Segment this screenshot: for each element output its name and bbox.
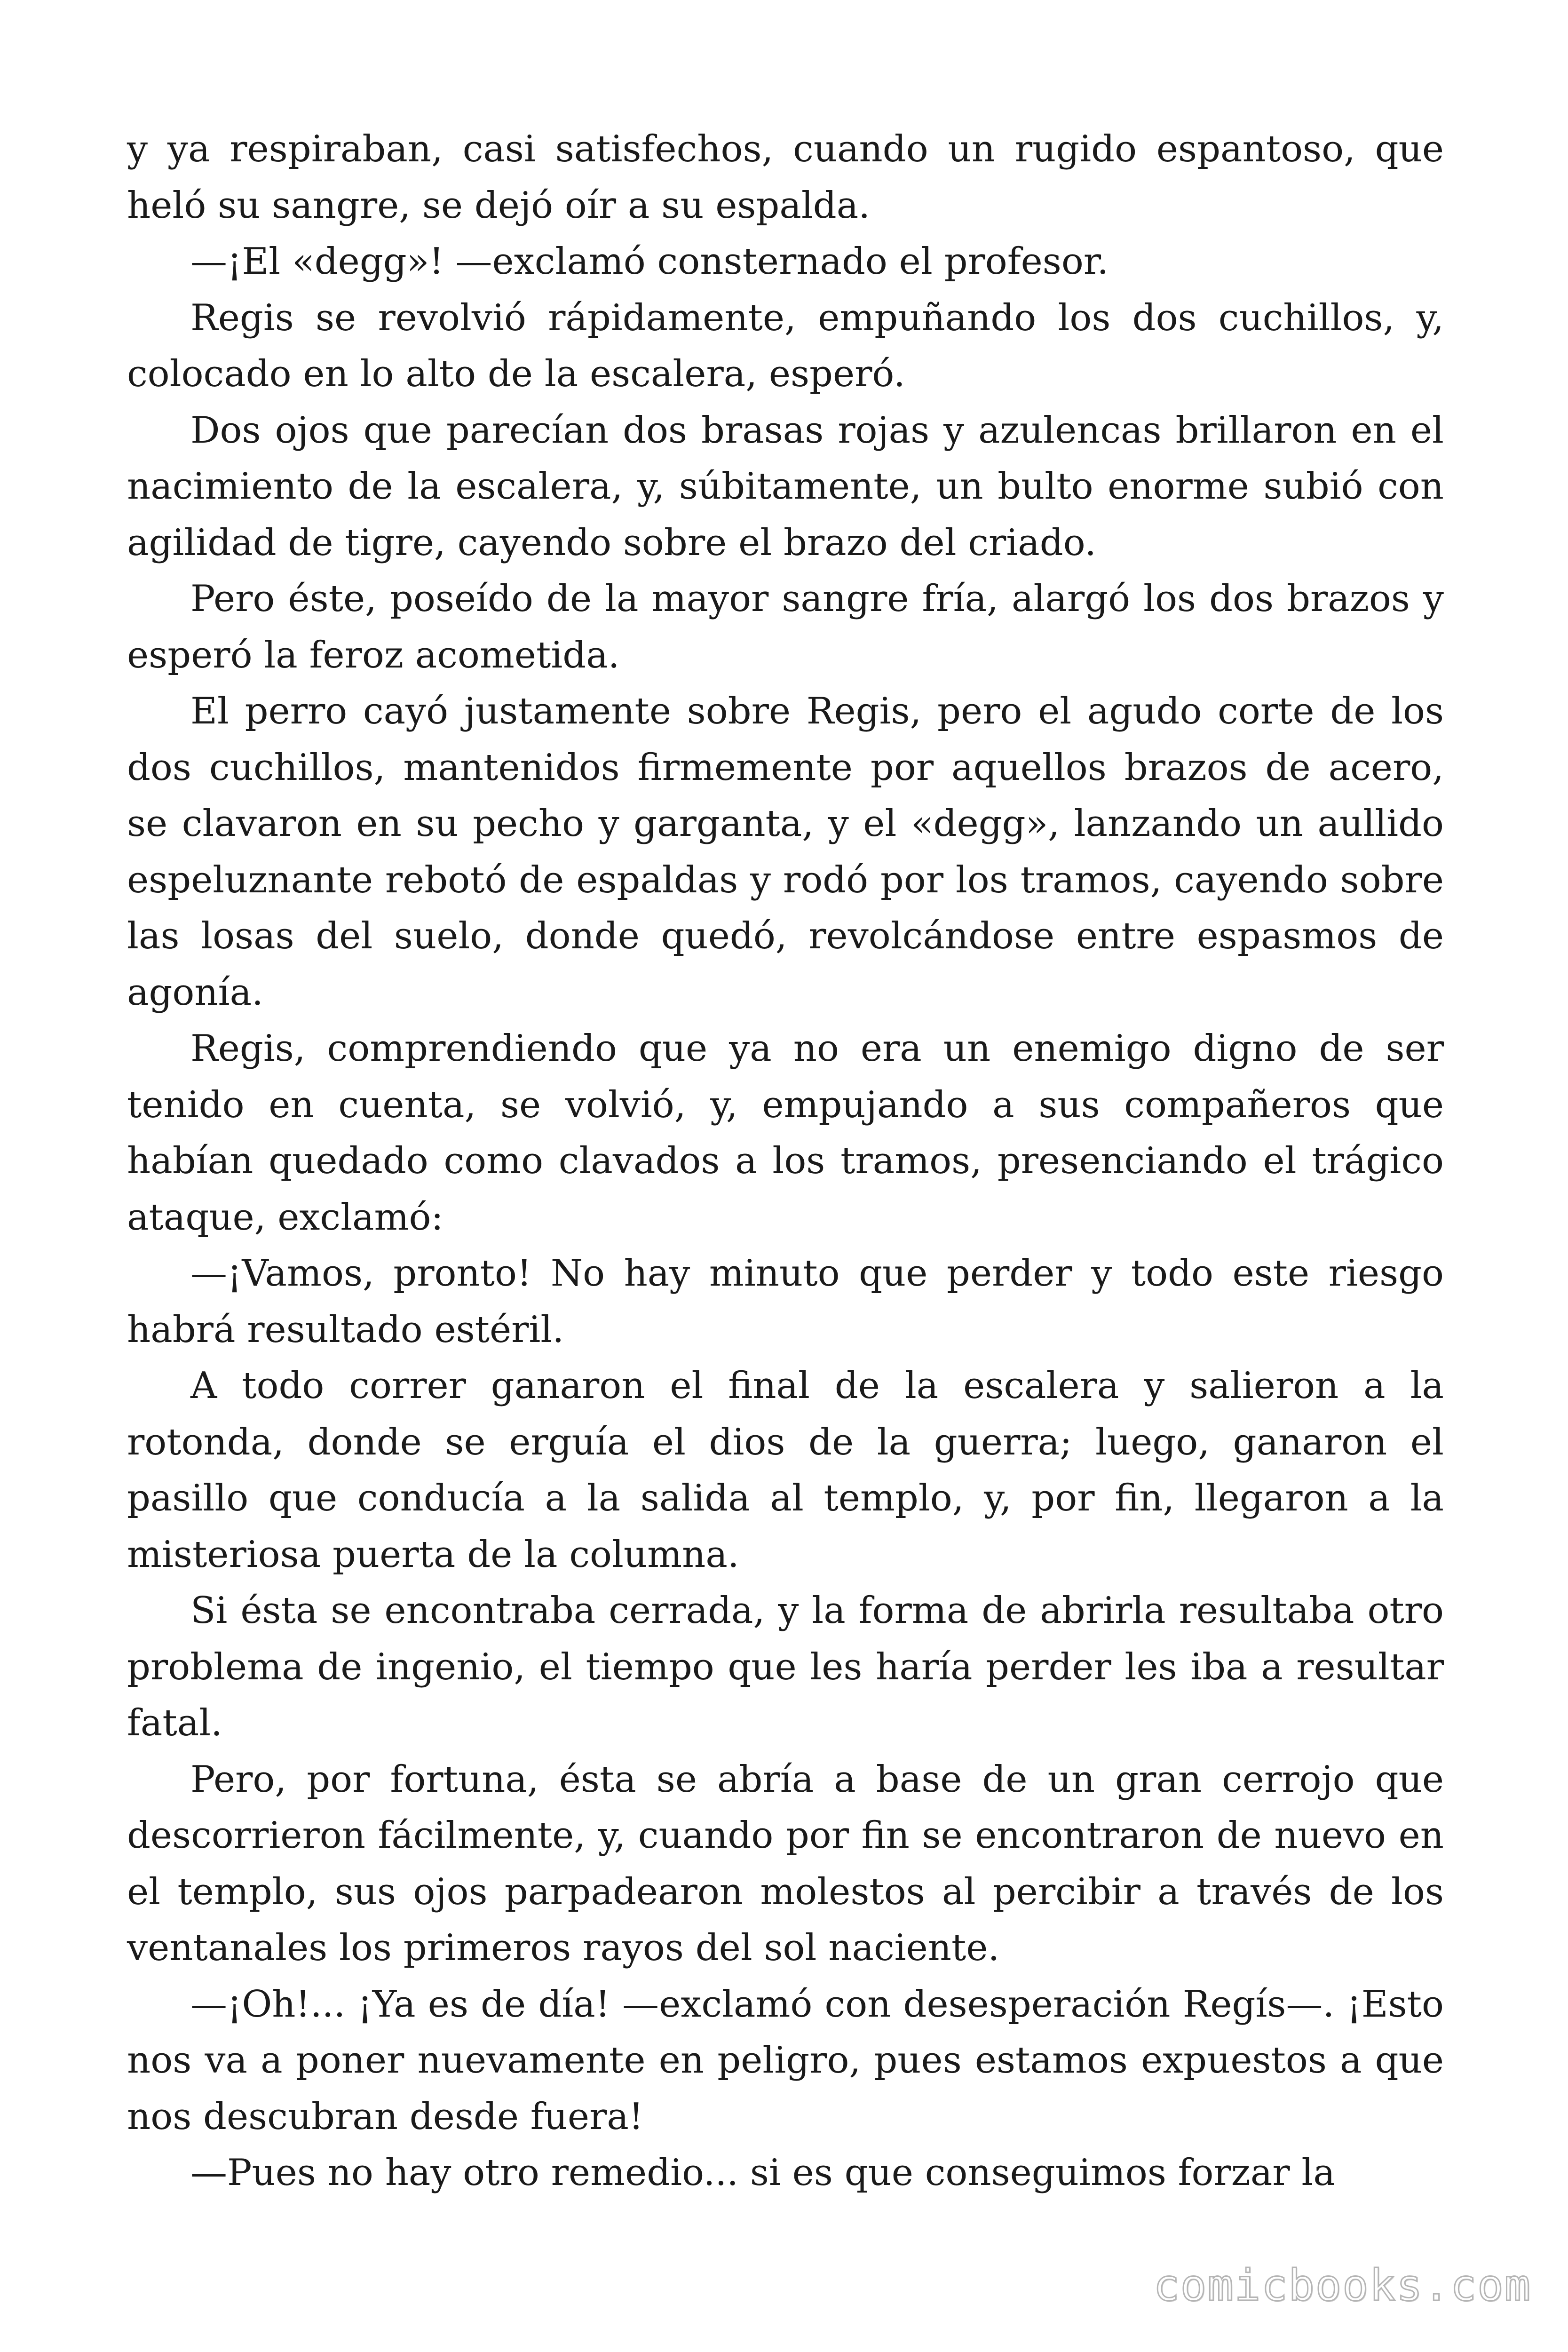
paragraph-10: Si ésta se encontraba cerrada, y la forma de abrirla resultaba otro problema de ingenio, el tiempo que les haría perder les iba a resultar fatal. <box>127 1589 1444 1744</box>
body-text <box>127 121 1444 2201</box>
paragraph-12: —¡Oh!... ¡Ya es de día! —exclamó con desesperación Regís—. ¡Esto nos va a poner nuevamente en peligro, pues estamos expuestos a que nos descubran desde fuera! <box>127 1983 1444 2138</box>
paragraph-2: —¡El «degg»! —exclamó consternado el profesor. <box>190 240 1109 283</box>
paragraph-11: Pero, por fortuna, ésta se abría a base de un gran cerrojo que descorrieron fácilmente, y, cuando por fin se encontraron de nuevo en el templo, sus ojos parpadearon molestos al percibir a través de los ventanales los primeros rayos del sol naciente. <box>127 1758 1444 1969</box>
paragraph-7: Regis, comprendiendo que ya no era un enemigo digno de ser tenido en cuenta, se volvió, y, empujando a sus compañeros que habían quedado como clavados a los tramos, presenciando el trágico ataque, exclamó: <box>127 1027 1444 1239</box>
paragraph-1: y ya respiraban, casi satisfechos, cuando un rugido espantoso, que heló su sangre, se dejó oír a su espalda. <box>127 128 1444 227</box>
watermark: comicbooks.com <box>1153 2260 1531 2311</box>
paragraph-9: A todo correr ganaron el final de la escalera y salieron a la rotonda, donde se erguía el dios de la guerra; luego, ganaron el pasillo que conducía a la salida al templo, y, por fin, llegaron a la misteriosa puerta de la columna. <box>127 1365 1444 1576</box>
paragraph-3: Regis se revolvió rápidamente, empuñando los dos cuchillos, y, colocado en lo alto de la escalera, esperó. <box>127 296 1444 395</box>
paragraph-8: —¡Vamos, pronto! No hay minuto que perder y todo este riesgo habrá resultado estéril. <box>127 1252 1444 1351</box>
paragraph-6: El perro cayó justamente sobre Regis, pero el agudo corte de los dos cuchillos, mantenidos firmemente por aquellos brazos de acero, se clavaron en su pecho y garganta, y el «degg», lanzando un aullido espeluznante rebotó de espaldas y rodó por los tramos, cayendo sobre las losas del suelo, donde quedó, revolcándose entre espasmos de agonía. <box>127 690 1444 1014</box>
paragraph-4: Dos ojos que parecían dos brasas rojas y azulencas brillaron en el nacimiento de la escalera, y, súbitamente, un bulto enorme subió con agilidad de tigre, cayendo sobre el brazo del criado. <box>127 409 1444 564</box>
paragraph-5: Pero éste, poseído de la mayor sangre fría, alargó los dos brazos y esperó la feroz acometida. <box>127 578 1444 676</box>
paragraph-13: —Pues no hay otro remedio... si es que conseguimos forzar la <box>190 2152 1335 2194</box>
